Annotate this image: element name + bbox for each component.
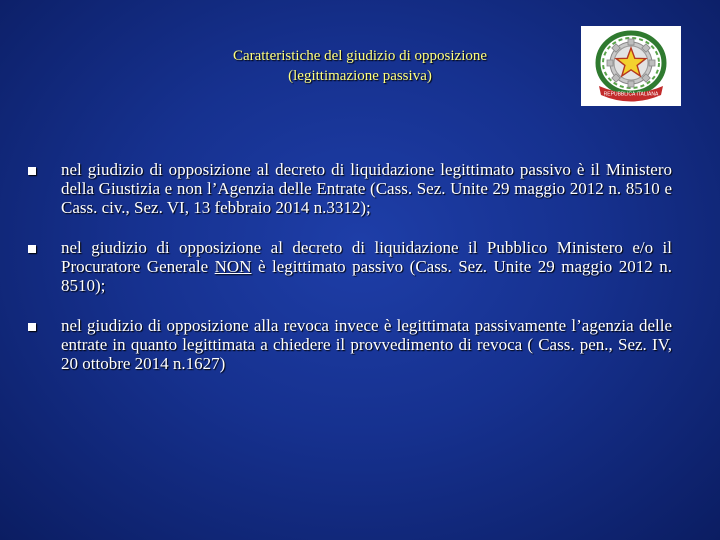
bullet-item <box>26 160 672 217</box>
bullet-square-icon <box>28 245 36 253</box>
emblem-frame <box>581 26 681 106</box>
bullet-text: nel giudizio di opposizione alla revoca invece è legittimata passivamente l’agenzia delle entrate in quanto legittimata a chiedere il provvedimento di revoca ( Cass. pen., Sez. IV, 20 ottobre 2014 n.1627) <box>61 316 672 373</box>
emblem-ribbon <box>581 26 681 106</box>
bullet-list <box>26 160 672 394</box>
slide-title <box>180 46 540 86</box>
bullet-item <box>26 316 672 373</box>
bullet-square-icon <box>28 323 36 331</box>
bullet-item <box>26 238 672 295</box>
bullet-text-start: nel giudizio di opposizione al decreto di liquidazione il Pubblico Ministero e/o il Procuratore Generale <box>61 238 672 276</box>
title-line-1: Caratteristiche del giudizio di opposizione <box>232 48 488 64</box>
bullet-square-icon <box>28 167 36 175</box>
bullet-text: nel giudizio di opposizione al decreto di liquidazione legittimato passivo è il Ministero della Giustizia e non l’Agenzia delle Entrate (Cass. Sez. Unite 29 maggio 2012 n. 8510 e Cass. civ., Sez. VI, 13 febbraio 2014 n.3312); <box>61 160 672 217</box>
emblem-ribbon-text: REPUBBLICA ITALIANA <box>603 91 659 98</box>
bullet-emphasis: NON <box>214 257 252 276</box>
bullet-text-end: è legittimato passivo (Cass. Sez. Unite 29 maggio 2012 n. 8510); <box>61 257 673 295</box>
title-line-2: (legittimazione passiva) <box>288 68 432 84</box>
